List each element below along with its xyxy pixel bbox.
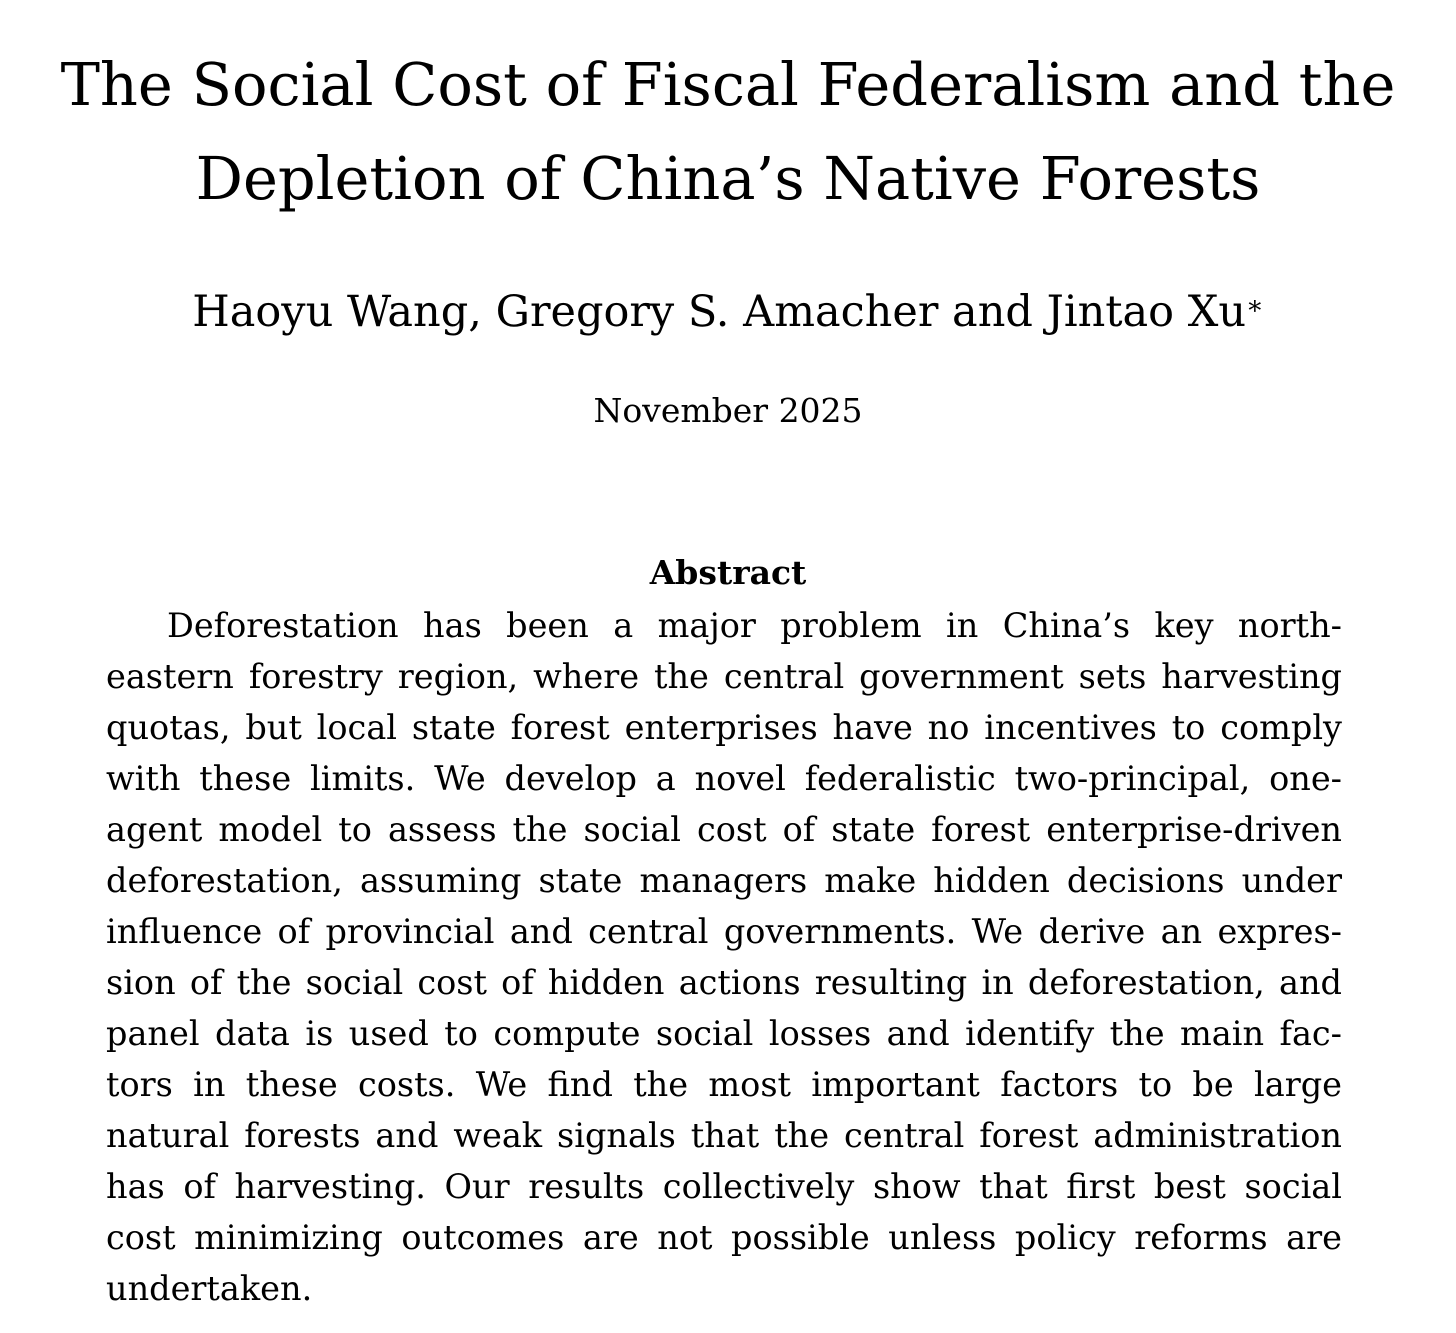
abstract-line: sion of the social cost of hidden actions resulting in deforestation, and bbox=[106, 963, 1342, 1002]
abstract-line: cost minimizing outcomes are not possible unless policy reforms are bbox=[106, 1218, 1342, 1257]
abstract-line: agent model to assess the social cost of state forest enterprise-driven bbox=[106, 810, 1342, 849]
abstract-line: quotas, but local state forest enterprises have no incentives to comply bbox=[106, 708, 1342, 747]
abstract-line: panel data is used to compute social losses and identify the main fac- bbox=[106, 1014, 1342, 1053]
abstract-line: undertaken. bbox=[106, 1269, 313, 1308]
author-list bbox=[0, 282, 1456, 342]
abstract-line: Deforestation has been a major problem in China’s key north- bbox=[167, 606, 1342, 645]
abstract-line: deforestation, assuming state managers make hidden decisions under bbox=[106, 861, 1342, 900]
abstract-line: eastern forestry region, where the central government sets harvesting bbox=[106, 657, 1342, 696]
publication-date: November 2025 bbox=[593, 391, 863, 430]
abstract-line: influence of provincial and central governments. We derive an expres- bbox=[106, 912, 1342, 951]
abstract-body bbox=[106, 600, 1342, 1314]
author-names: Haoyu Wang, Gregory S. Amacher and Jintao Xu bbox=[192, 287, 1247, 337]
author-footnote-mark: ∗ bbox=[1246, 291, 1264, 321]
abstract-line: natural forests and weak signals that the central forest administration bbox=[106, 1116, 1342, 1155]
paper-title bbox=[0, 38, 1456, 226]
abstract-heading: Abstract bbox=[649, 553, 807, 592]
abstract-line: tors in these costs. We find the most important factors to be large bbox=[106, 1065, 1342, 1104]
title-line-1: The Social Cost of Fiscal Federalism and the bbox=[60, 50, 1396, 119]
abstract-line: has of harvesting. Our results collectively show that first best social bbox=[106, 1167, 1342, 1206]
abstract-line: with these limits. We develop a novel federalistic two-principal, one- bbox=[106, 759, 1342, 798]
title-line-2: Depletion of China’s Native Forests bbox=[195, 144, 1261, 213]
